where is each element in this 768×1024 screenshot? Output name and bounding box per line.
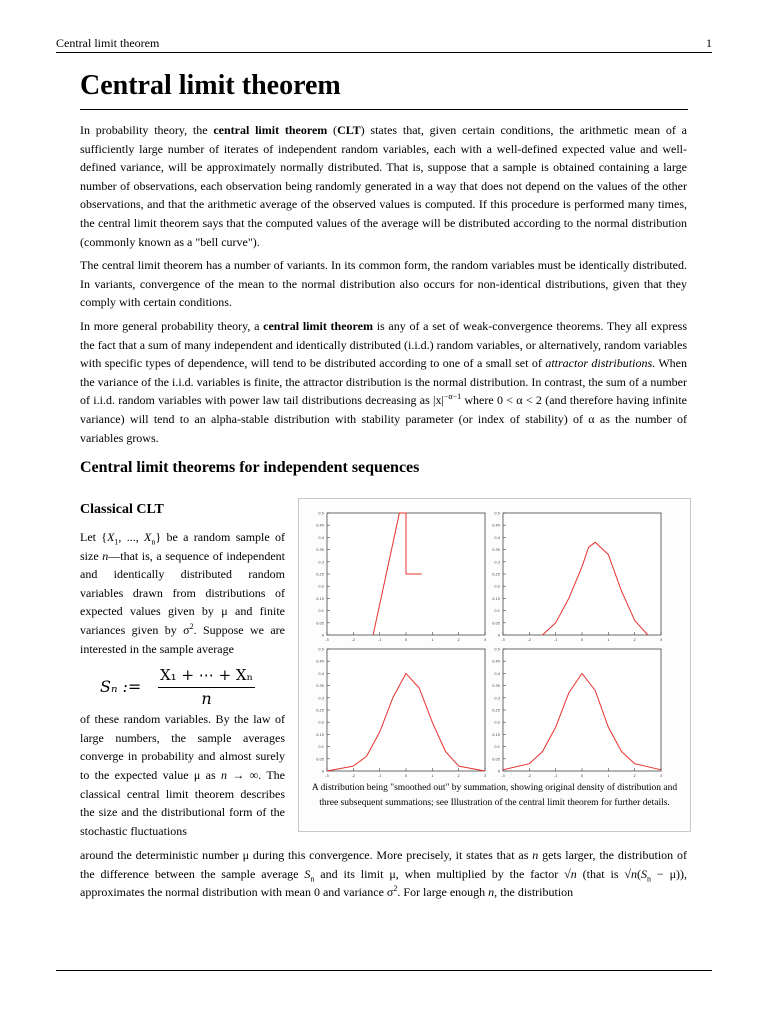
x-tick-label: 0 [404,774,408,778]
math-var: n [631,866,637,881]
section-heading: Central limit theorems for independent sequences [80,459,420,476]
x-tick-label: -3 [501,774,505,778]
y-tick-label: 0.35 [316,548,324,553]
running-head [56,36,712,51]
subscript: n [151,537,156,547]
math-var: X [107,530,115,544]
y-tick-label: 0.2 [494,584,500,589]
y-tick-label: 0.05 [492,621,500,626]
math-var: n [221,767,228,782]
intro-section [80,121,687,452]
intro-paragraph-1 [80,121,687,251]
x-tick-label: 1 [607,638,610,642]
text-run: gets larger, the distribution of the difference between the sample average [80,848,687,881]
superscript: 2 [189,621,194,631]
math-var: S [304,866,311,881]
y-tick-label: 0.4 [318,671,324,676]
text-run: where 0 < α < 2 (and therefore having infinite variance) will tend to an alpha-stable distribution with stability parameter (or index of stability) of α as the number of variables grows. [80,393,687,445]
text-run: In probability theory, the [80,123,214,137]
text-run: ( [637,866,641,881]
density-plots [299,499,690,779]
text-run: . Suppose we are interested in the sample average [80,622,285,656]
text-run: . When the variance of the i.i.d. variables is finite, the attractor distribution is the normal distribution. In contrast, the sum of a number of i.i.d. random variables with power law tail distributions decreasing as |x| [80,356,687,408]
y-tick-label: 0.2 [318,584,324,589]
math-var: n [532,848,539,862]
y-tick-label: 0.5 [318,647,324,652]
plot-frame [327,649,485,771]
bold-term: central limit theorem [213,123,328,137]
y-tick-label: 0.15 [316,596,324,601]
x-tick-label: -3 [325,638,329,642]
x-tick-label: -3 [325,774,329,778]
x-tick-label: -2 [527,638,532,642]
x-tick-label: 1 [431,774,434,778]
footer-divider [56,970,712,971]
text-run: → ∞. The classical central limit theorem describes the size and the distributional form of the stochastic fluctuations [80,767,285,838]
text-run: (that is √ [576,866,631,881]
x-tick-label: 0 [580,638,584,642]
text-run: and its limit μ, when multiplied by the factor √ [314,866,571,881]
running-head-title: Central limit theorem [56,36,160,50]
sample-average-formula [100,666,285,706]
x-tick-label: -1 [377,774,382,778]
math-var: n [570,866,577,881]
text-run: ) states that, given certain conditions, the arithmetic mean of a sufficiently large number of iterates of independent random variables, each with a well-defined expected value and well-defined variance, will be approximately normally distributed. That is, suppose that a sample is obtained containing a large number of observations, each observation being randomly generated in a way that does not depend on the values of the other observations, and that the arithmetic average of the observed values is computed. If this procedure is performed many times, the central limit theorem says that the computed values of the average will be distributed according to the normal distribution (commonly known as a "bell curve"). [80,123,687,249]
header-divider [56,52,712,53]
x-tick-label: 2 [633,638,636,642]
classical-clt-text [80,528,285,840]
superscript: 2 [393,884,398,894]
page-number: 1 [706,36,712,50]
y-tick-label: 0.25 [316,708,324,713]
x-tick-label: 3 [483,774,487,778]
y-tick-label: 0.5 [494,647,500,652]
y-tick-label: 0 [321,769,324,774]
text-run: − μ)), approximates the normal distribution with mean 0 and variance σ [80,866,687,900]
text-run: } be a random sample of size [80,530,285,563]
text-run: , ..., [118,530,145,544]
y-tick-label: 0.3 [494,560,500,565]
y-tick-label: 0 [321,633,324,638]
y-tick-label: 0.15 [492,596,500,601]
x-tick-label: 2 [457,774,460,778]
y-tick-label: 0.05 [316,757,324,762]
y-tick-label: 0.1 [494,609,500,614]
y-tick-label: 0.3 [318,696,324,701]
x-tick-label: 3 [483,638,487,642]
y-tick-label: 0.3 [318,560,324,565]
classical-paragraph-1 [80,528,285,658]
y-tick-label: 0.45 [492,659,500,664]
intro-paragraph-2: The central limit theorem has a number of variants. In its common form, the random variables must be identically distributed. In variants, convergence of the mean to the normal distribution also occurs for non-identical distributions, given that they comply with certain conditions. [80,258,687,310]
bold-term: central limit theorem [263,318,373,333]
x-tick-label: 3 [659,774,663,778]
bold-acronym: CLT [337,123,361,137]
text-run: , the distribution [494,885,574,900]
clt-figure [298,498,691,832]
y-tick-label: 0.35 [492,548,500,553]
classical-paragraph-2 [80,710,285,840]
x-tick-label: -3 [501,638,505,642]
page-title: Central limit theorem [80,70,341,101]
formula-fraction [158,666,255,708]
x-tick-label: -2 [527,774,532,778]
x-tick-label: 2 [457,638,460,642]
y-tick-label: 0.25 [492,708,500,713]
x-tick-label: -2 [351,638,356,642]
subscript: 1 [114,537,119,547]
y-tick-label: 0.1 [318,609,324,614]
bottom-paragraph [80,846,687,902]
y-tick-label: 0.1 [494,745,500,750]
bottom-text [80,846,687,902]
x-tick-label: -1 [377,638,382,642]
x-tick-label: -1 [553,638,558,642]
subsection-heading: Classical CLT [80,502,164,517]
math-var: S [641,866,647,881]
formula-denominator: n [201,688,212,708]
x-tick-label: -1 [553,774,558,778]
plot-frame [503,649,661,771]
y-tick-label: 0 [497,769,500,774]
y-tick-label: 0.15 [316,732,324,737]
text-run: In more general probability theory, a [80,318,264,333]
text-run: —that is, a sequence of independent and identically distributed random variables drawn from distributions of expected values given by μ and finite variances given by σ [80,548,286,637]
y-tick-label: 0.4 [494,671,500,676]
y-tick-label: 0 [497,633,500,638]
subscript: n [647,873,651,883]
figure-caption: A distribution being "smoothed out" by summation, showing original density of distribution and three subsequent summations; see Illustration of the central limit theorem for further details. [311,783,678,808]
x-tick-label: 3 [659,638,663,642]
y-tick-label: 0.5 [318,511,324,516]
math-var: n [488,885,495,900]
y-tick-label: 0.05 [316,621,324,626]
intro-paragraph-3 [80,317,687,447]
text-run: . For large enough [397,885,489,900]
exponent: −α−1 [443,392,462,402]
y-tick-label: 0.5 [494,511,500,516]
x-tick-label: 1 [431,638,434,642]
math-var: n [102,548,109,563]
y-tick-label: 0.15 [492,732,500,737]
y-tick-label: 0.4 [494,535,500,540]
x-tick-label: 1 [607,774,610,778]
y-tick-label: 0.45 [316,523,324,528]
y-tick-label: 0.1 [318,745,324,750]
text-run: of these random variables. By the law of large numbers, the sample averages converge in probability and almost surely to the expected value μ as [80,712,285,782]
y-tick-label: 0.35 [316,684,324,689]
y-tick-label: 0.3 [494,696,500,701]
plot-frame [503,513,661,635]
math-var: X [144,530,152,544]
formula-numerator: X₁ + ⋯ + Xₙ [158,666,255,688]
y-tick-label: 0.25 [492,572,500,577]
text-run: ( [327,123,338,137]
text-run: Let { [80,530,108,544]
x-tick-label: 0 [404,638,408,642]
y-tick-label: 0.25 [316,572,324,577]
y-tick-label: 0.2 [494,720,500,725]
x-tick-label: 0 [580,774,584,778]
text-run: is any of a set of weak-convergence theorems. They all express the fact that a sum of many independent and identically distributed (i.i.d.) random variables, or alternatively, random variables with specific types of dependence, will tend to be distributed according to one of a small set of [80,318,687,371]
formula-lhs: Sₙ := [100,677,142,697]
title-divider [80,109,688,110]
y-tick-label: 0.2 [318,720,324,725]
x-tick-label: -2 [351,774,356,778]
subscript: n [310,873,315,883]
y-tick-label: 0.4 [318,535,324,540]
text-run: around the deterministic number μ during this convergence. More precisely, it states that as [80,848,533,862]
x-tick-label: 2 [633,774,636,778]
italic-term: attractor distributions [545,356,653,371]
y-tick-label: 0.45 [316,659,324,664]
y-tick-label: 0.35 [492,684,500,689]
y-tick-label: 0.45 [492,523,500,528]
y-tick-label: 0.05 [492,757,500,762]
